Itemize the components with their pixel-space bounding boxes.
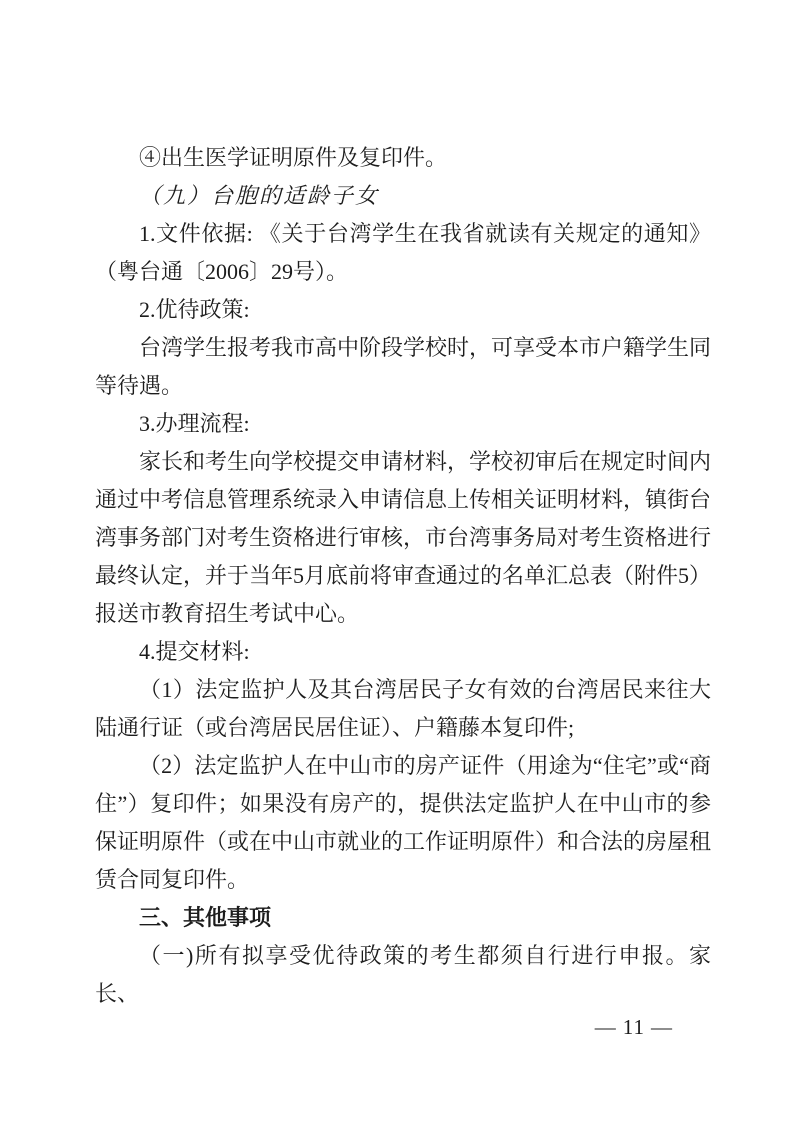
page-number: 11 <box>622 1015 645 1039</box>
paragraph-procedure-label: 3.办理流程: <box>139 411 250 436</box>
paragraph-material-item-1: （1）法定监护人及其台湾居民子女有效的台湾居民来往大陆通行证（或台湾居民居住证）、户籍藤本复印件; <box>95 677 711 740</box>
document-body <box>95 139 711 1013</box>
footer-dash-left: — <box>594 1015 617 1039</box>
paragraph-other-matters-item-1: （一)所有拟享受优待政策的考生都须自行进行申报。家长、 <box>95 943 711 1006</box>
subsection-heading-taiwan-children: （九）台胞的适龄子女 <box>139 183 380 208</box>
page-footer <box>589 1012 679 1042</box>
paragraph-birth-certificate: ④出生医学证明原件及复印件。 <box>139 145 448 170</box>
paragraph-material-item-2: （2）法定监护人在中山市的房产证件（用途为“住宅”或“商住”）复印件；如果没有房产的，提供法定监护人在中山市的参保证明原件（或在中山市就业的工作证明原件）和合法的房屋租赁合同复印件。 <box>95 753 712 892</box>
section-heading-other-matters: 三、其他事项 <box>139 905 272 930</box>
paragraph-policy-label: 2.优待政策: <box>139 297 250 322</box>
paragraph-materials-label: 4.提交材料: <box>139 639 250 664</box>
paragraph-document-basis: 1.文件依据: 《关于台湾学生在我省就读有关规定的通知》（粤台通〔2006〕29号）。 <box>95 221 711 284</box>
paragraph-policy-detail: 台湾学生报考我市高中阶段学校时，可享受本市户籍学生同等待遇。 <box>95 335 712 398</box>
paragraph-procedure-detail: 家长和考生向学校提交申请材料，学校初审后在规定时间内通过中考信息管理系统录入申请信息上传相关证明材料，镇街台湾事务部门对考生资格进行审核，市台湾事务局对考生资格进行最终认定，并于当年5月底前将审查通过的名单汇总表（附件5）报送市教育招生考试中心。 <box>95 449 712 626</box>
footer-dash-right: — <box>651 1015 673 1039</box>
